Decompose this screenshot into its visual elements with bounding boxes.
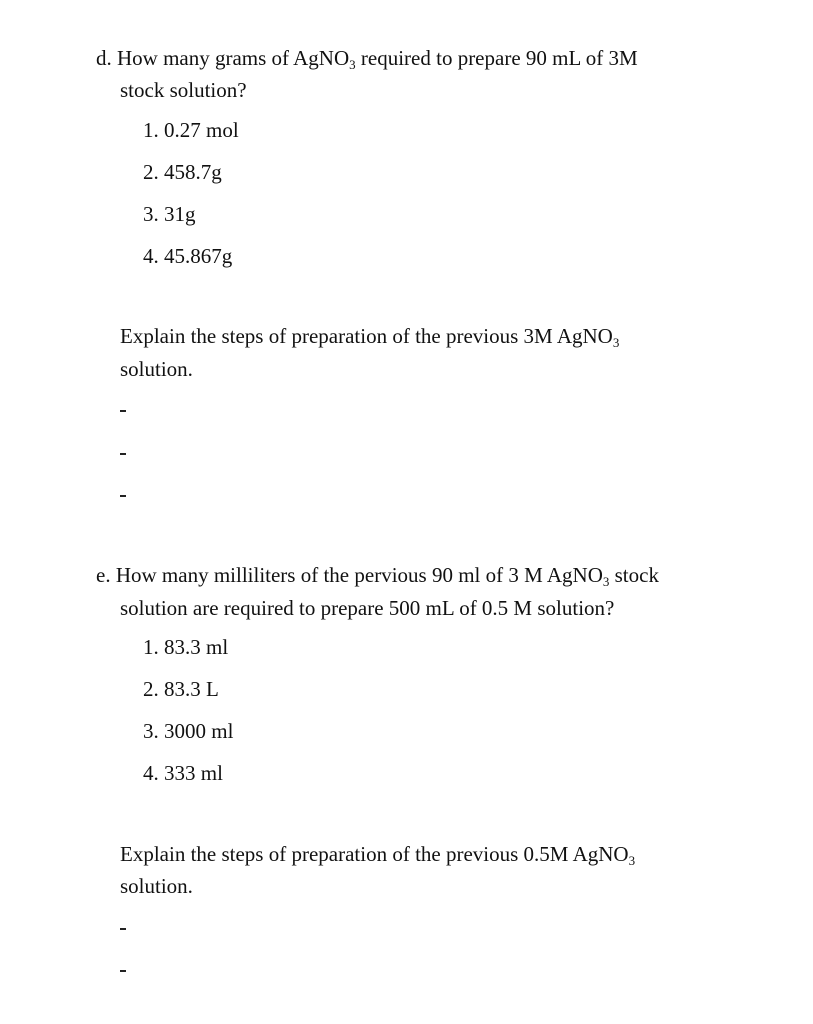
question-d-option-4: 4. 45.867g — [143, 244, 233, 268]
explain-d-subscript: 3 — [612, 335, 620, 350]
question-d-text-a: How many grams of AgNO — [117, 46, 350, 70]
explain-d-line-1 — [120, 320, 619, 353]
question-e-subscript: 3 — [602, 574, 610, 589]
explain-e-subscript: 3 — [628, 853, 636, 868]
explain-e-dash-1 — [120, 928, 126, 930]
explain-d-dash-1 — [120, 410, 126, 412]
question-d-text-b: required to prepare 90 mL of 3M — [355, 46, 638, 70]
question-d-subscript: 3 — [349, 57, 356, 72]
explain-e-text: Explain the steps of preparation of the previous 0.5M AgNO — [120, 842, 629, 866]
question-d-option-1: 1. 0.27 mol — [143, 118, 239, 142]
explain-d-line-2: solution. — [120, 357, 193, 381]
question-e-label: e. — [96, 563, 111, 587]
question-d-option-3: 3. 31g — [143, 202, 196, 226]
explain-e-dash-2 — [120, 970, 126, 972]
question-e-text-a: How many milliliters of the pervious 90 ml of 3 M AgNO — [115, 563, 603, 587]
question-d-line-2: stock solution? — [120, 78, 247, 102]
question-e-option-3: 3. 3000 ml — [143, 719, 234, 743]
question-d-label: d. — [96, 46, 112, 70]
question-e-line-2: solution are required to prepare 500 mL of 0.5 M solution? — [120, 596, 615, 620]
explain-e-line-1 — [120, 838, 635, 871]
question-e-line-1 — [96, 559, 659, 592]
question-e-option-4: 4. 333 ml — [143, 761, 223, 785]
explain-d-text: Explain the steps of preparation of the previous 3M AgNO — [120, 324, 613, 348]
question-e-text-b: stock — [609, 563, 659, 587]
explain-d-dash-2 — [120, 453, 126, 455]
explain-e-line-2: solution. — [120, 874, 193, 898]
explain-d-dash-3 — [120, 495, 126, 497]
question-d-line-1 — [96, 42, 638, 75]
question-d-option-2: 2. 458.7g — [143, 160, 222, 184]
question-e-option-1: 1. 83.3 ml — [143, 635, 229, 659]
question-e-option-2: 2. 83.3 L — [143, 677, 219, 701]
